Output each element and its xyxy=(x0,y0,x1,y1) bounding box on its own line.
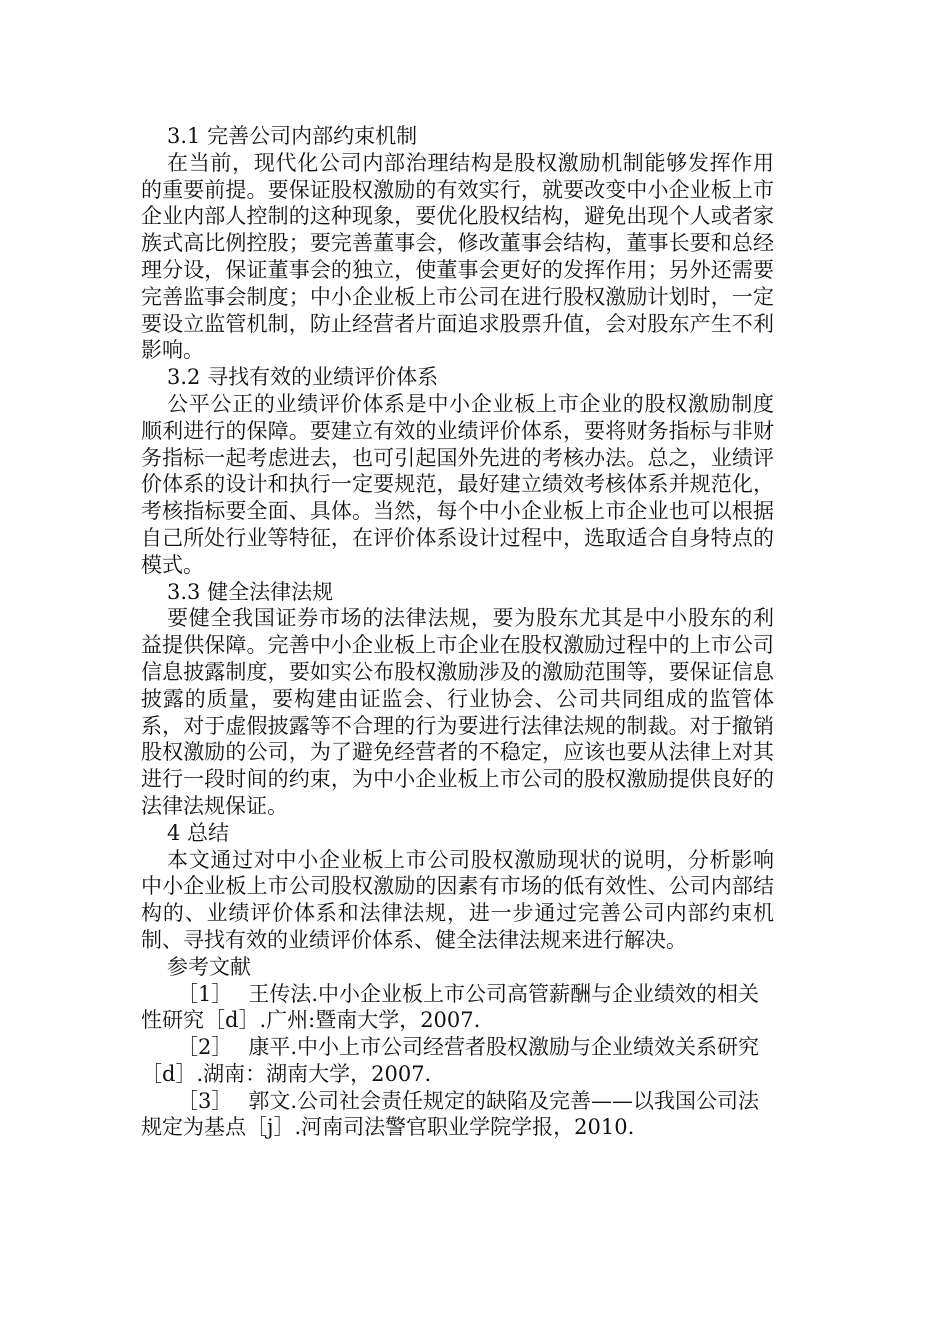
reference-number: ［1］ xyxy=(177,981,233,1006)
section-heading-3-1: 3.1 完善公司内部约束机制 xyxy=(167,124,418,148)
reference-number: ［3］ xyxy=(177,1088,233,1113)
reference-text: 王传法.中小企业板上市公司高管薪酬与企业绩效的相关性研究［d］.广州:暨南大学，2007. xyxy=(141,981,760,1033)
reference-text: 郭文.公司社会责任规定的缺陷及完善——以我国公司法规定为基点［j］.河南司法警官职业学院学报，2010. xyxy=(141,1088,760,1140)
section-heading-4: 4 总结 xyxy=(167,820,230,845)
reference-text: 康平.中小上市公司经营者股权激励与企业绩效关系研究［d］.湖南：湖南大学，2007. xyxy=(141,1035,760,1086)
section-body-3-1: 在当前，现代化公司内部治理结构是股权激励机制能够发挥作用的重要前提。要保证股权激励的有效实行，就要改变中小企业板上市企业内部人控制的这种现象，要优化股权结构，避免出现个人或者家族式高比例控股；要完善董事会，修改董事会结构，董事长要和总经理分设，保证董事会的独立，使董事会更好的发挥作用；另外还需要完善监事会制度；中小企业板上市公司在进行股权激励计划时，一定要设立监管机制，防止经营者片面追求股票升值，会对股东产生不利影响。 xyxy=(141,150,774,363)
references-title: 参考文献 xyxy=(167,954,251,979)
section-body-3-2: 公平公正的业绩评价体系是中小企业板上市企业的股权激励制度顺利进行的保障。要建立有效的业绩评价体系，要将财务指标与非财务指标一起考虑进去，也可引起国外先进的考核办法。总之，业绩评价体系的设计和执行一定要规范，最好建立绩效考核体系并规范化，考核指标要全面、具体。当然，每个中小企业板上市企业也可以根据自己所处行业等特征，在评价体系设计过程中，选取适合自身特点的模式。 xyxy=(141,391,774,577)
reference-number: ［2］ xyxy=(177,1035,233,1060)
section-body-4: 本文通过对中小企业板上市公司股权激励现状的说明，分析影响中小企业板上市公司股权激励的因素有市场的低有效性、公司内部结构的、业绩评价体系和法律法规，进一步通过完善公司内部约束机制、寻找有效的业绩评价体系、健全法律法规来进行解决。 xyxy=(141,847,774,952)
section-body-3-3: 要健全我国证券市场的法律法规，要为股东尤其是中小股东的利益提供保障。完善中小企业板上市企业在股权激励过程中的上市公司信息披露制度，要如实公布股权激励涉及的激励范围等，要保证信息披露的质量，要构建由证监会、行业协会、公司共同组成的监管体系，对于虚假披露等不合理的行为要进行法律法规的制裁。对于撤销股权激励的公司，为了避免经营者的不稳定，应该也要从法律上对其进行一段时间的约束，为中小企业板上市公司的股权激励提供良好的法律法规保证。 xyxy=(141,606,774,818)
section-heading-3-2: 3.2 寻找有效的业绩评价体系 xyxy=(167,365,439,390)
reference-item xyxy=(141,1034,774,1088)
document-page xyxy=(141,123,774,1141)
reference-item xyxy=(141,1088,774,1142)
section-heading-3-3: 3.3 健全法律法规 xyxy=(167,579,334,604)
reference-item xyxy=(141,981,774,1035)
